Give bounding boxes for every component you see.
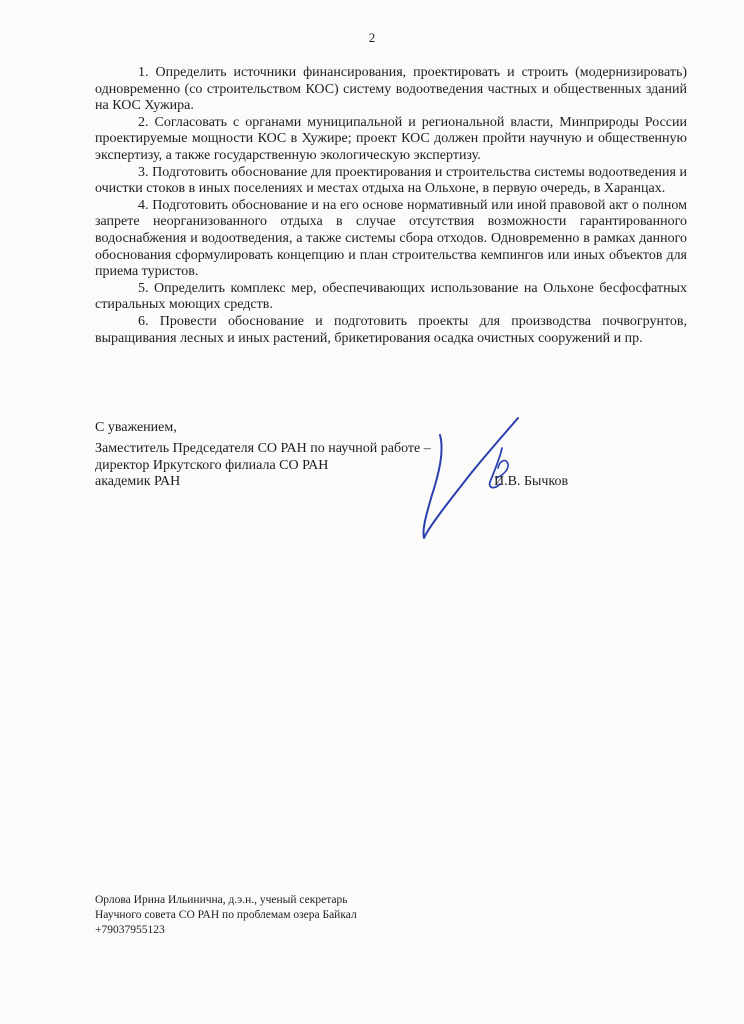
recommendations-list [95,65,687,347]
page-number: 2 [368,30,376,45]
footer-line-1: Орлова Ирина Ильинична, д.э.н., ученый секретарь [95,894,348,906]
paragraph-4: 4. Подготовить обоснование и на его основе нормативный или иной правовой акт о полном запрете неорганизованного отдыха в случае отсутствия возможности гарантированного водоснабжения и водоотведения, а также системы сбора отходов. Одновременно в рамках данного обоснования сформулировать концепцию и план строительства кемпингов или иных объектов для приема туристов. [95,197,687,280]
paragraph-6: 6. Провести обоснование и подготовить проекты для производства почвогрунтов, выращивания лесных и иных растений, брикетирования осадка очистных сооружений и пр. [95,313,687,346]
signatory-line-1: Заместитель Председателя СО РАН по научной работе – [95,441,431,456]
paragraph-3: 3. Подготовить обоснование для проектирования и строительства системы водоотведения и очистки стоков в иных поселениях и местах отдыха на Ольхоне, в первую очередь, в Харанцах. [95,164,687,197]
signatory-title [95,441,687,491]
paragraph-2: 2. Согласовать с органами муниципальной и региональной власти, Минприроды России проектируемые мощности КОС в Хужире; проект КОС должен пройти научную и общественную экспертизу, а также государственную экологическую экспертизу. [95,114,687,163]
footer-line-2: Научного совета СО РАН по проблемам озера Байкал [95,909,357,921]
contact-footer [95,893,357,938]
signatory-line-2: директор Иркутского филиала СО РАН [95,457,329,473]
closing-salutation: С уважением, [95,420,177,435]
paragraph-1: 1. Определить источники финансирования, проектировать и строить (модернизировать) одновременно (со строительством КОС) систему водоотведения частных и общественных зданий на КОС Хужира. [95,65,687,114]
paragraph-5: 5. Определить комплекс мер, обеспечивающих использование на Ольхоне бесфосфатных стиральных моющих средств. [95,280,687,313]
signatory-name: И.В. Бычков [494,474,569,489]
footer-phone: +79037955123 [95,924,165,936]
signatory-line-3: академик РАН [95,474,181,490]
